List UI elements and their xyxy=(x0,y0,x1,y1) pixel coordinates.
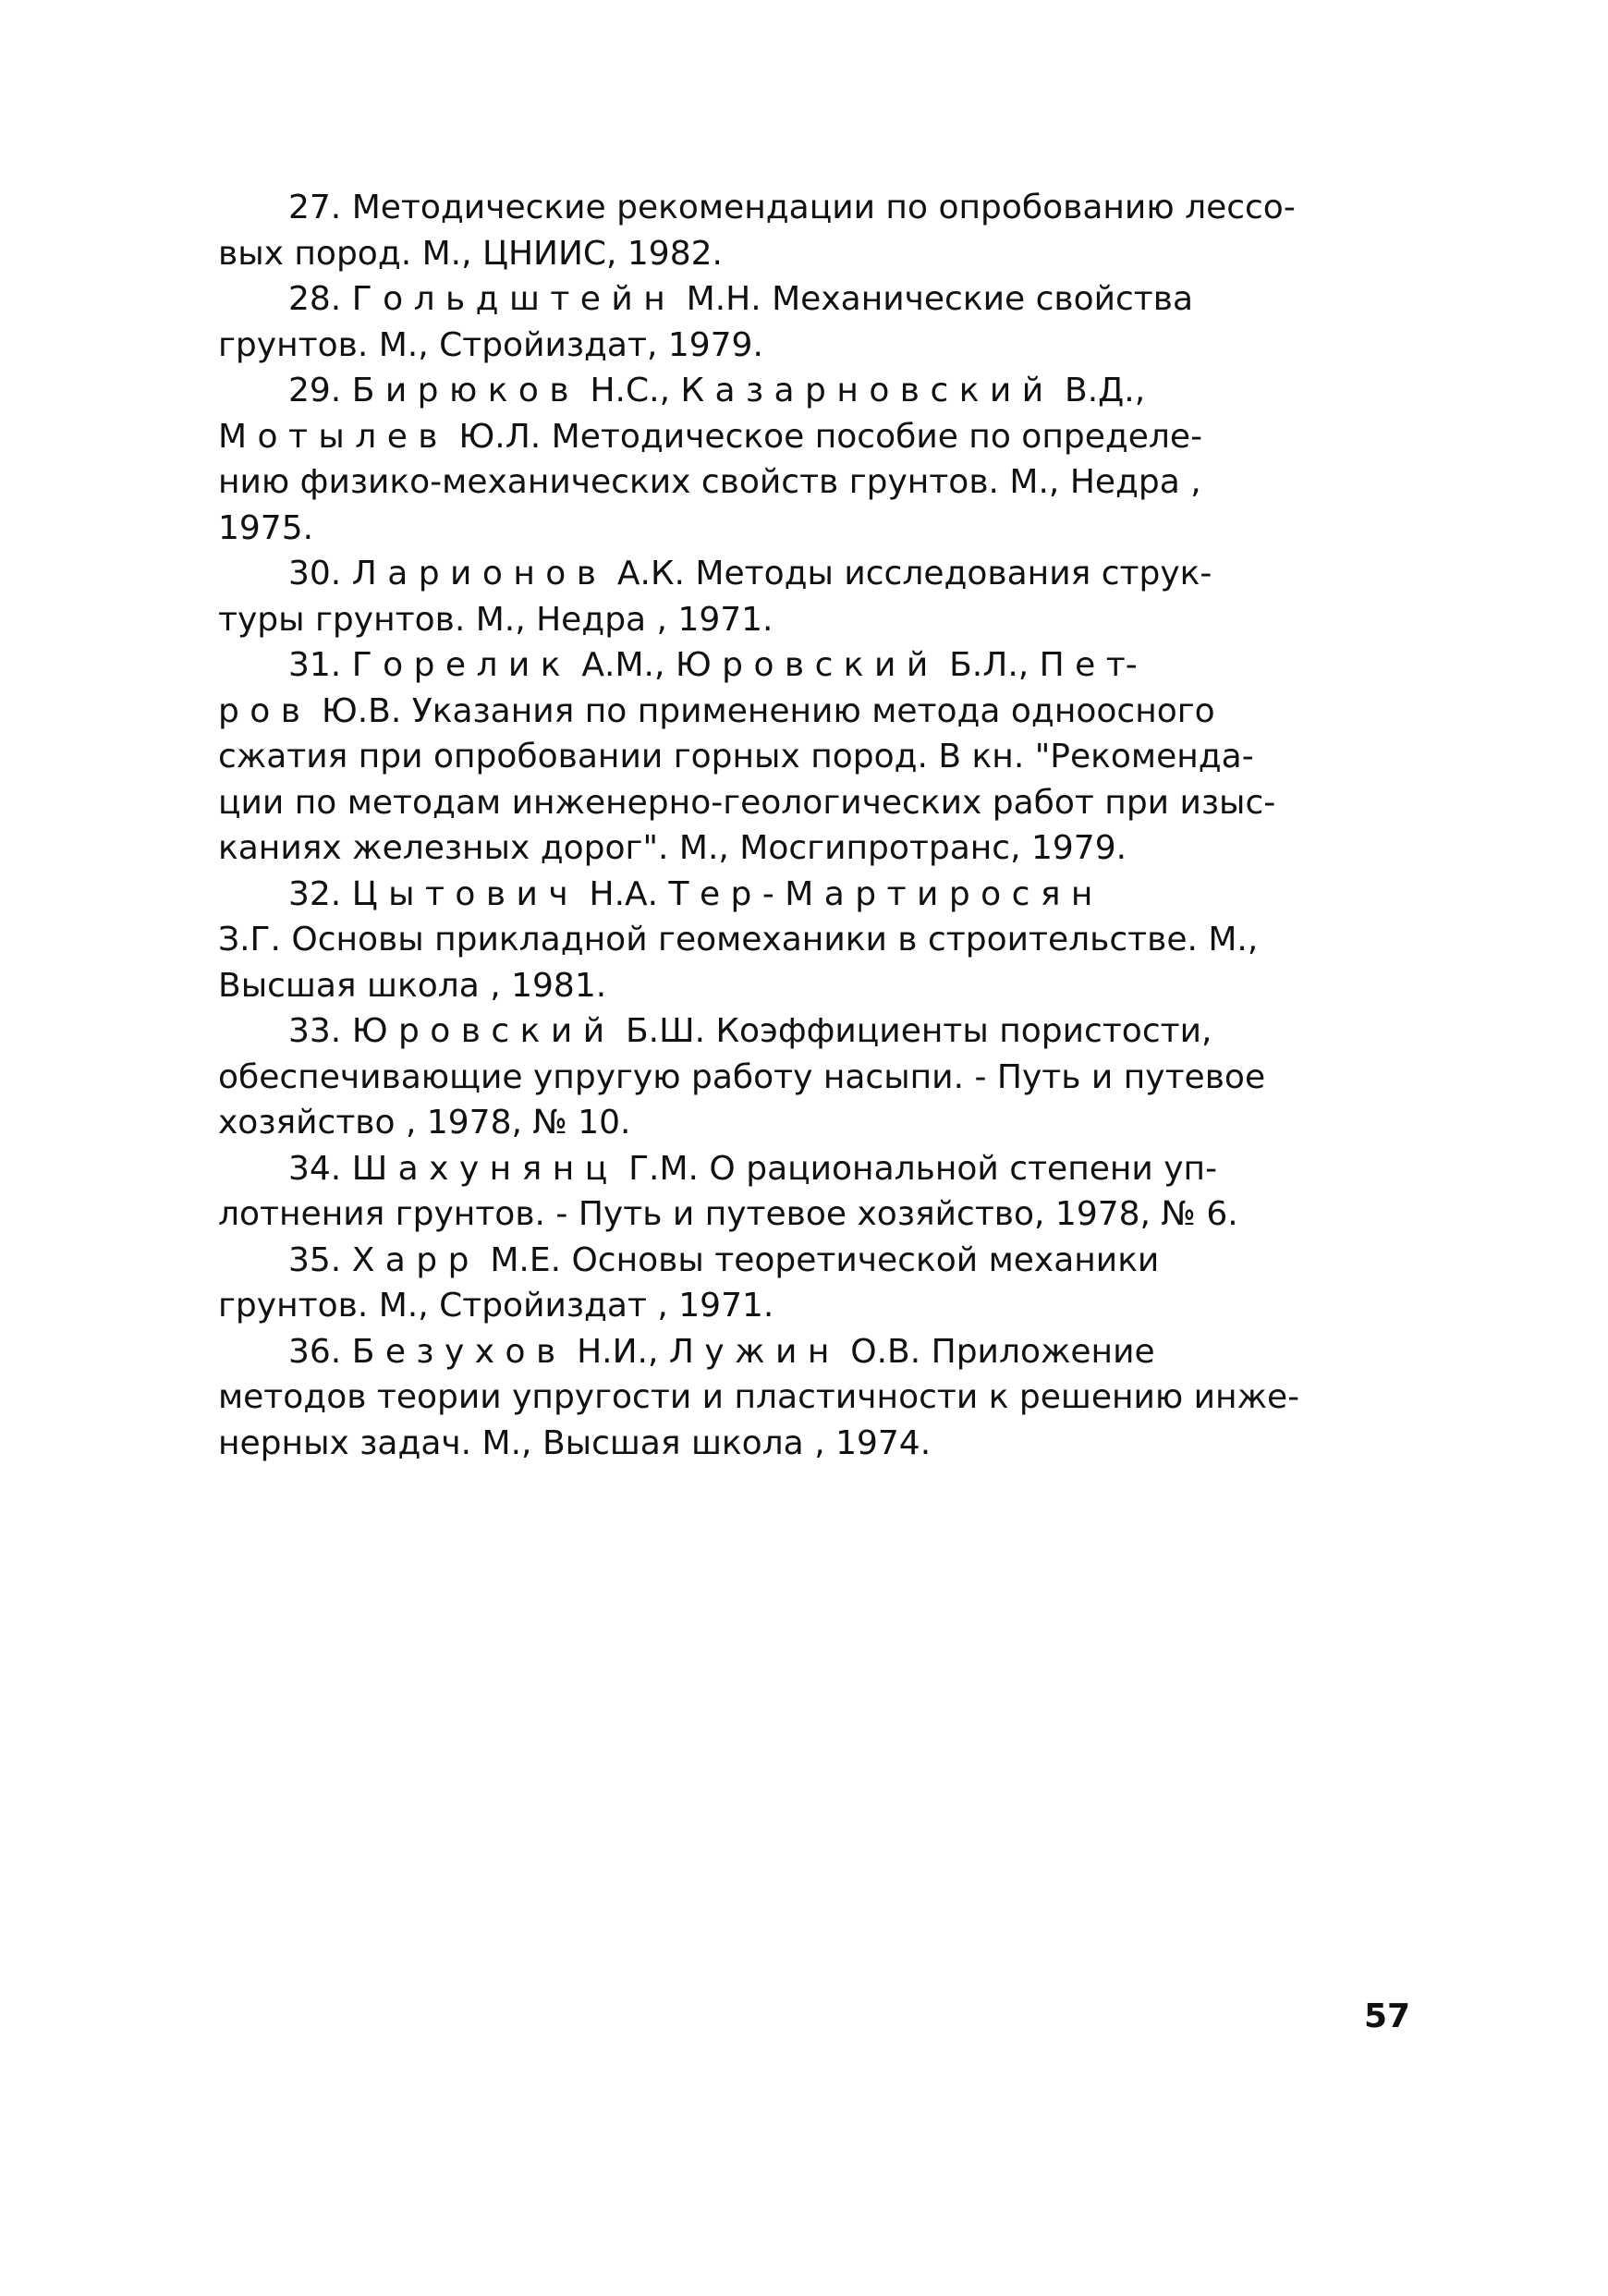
reference-list xyxy=(218,185,1475,1466)
reference-first-line: 33. Ю р о в с к и й Б.Ш. Коэффициенты пористости, xyxy=(288,1012,1212,1050)
reference-line: З.Г. Основы прикладной геомеханики в строительстве. М., xyxy=(218,921,1259,959)
reference-line: методов теории упругости и пластичности к решению инже- xyxy=(218,1378,1300,1416)
reference-line: грунтов. М., Стройиздат , 1971. xyxy=(218,1287,774,1325)
reference-line: нерных задач. М., Высшая школа , 1974. xyxy=(218,1423,932,1462)
reference-line: М о т ы л е в Ю.Л. Методическое пособие по определе- xyxy=(218,417,1203,456)
reference-line: хозяйство , 1978, № 10. xyxy=(218,1104,631,1142)
reference-line: туры грунтов. М., Недра , 1971. xyxy=(218,600,774,639)
reference-line: грунтов. М., Стройиздат, 1979. xyxy=(218,325,763,364)
reference-line: обеспечивающие упругую работу насыпи. - Путь и путевое xyxy=(218,1057,1266,1096)
reference-entry-29 xyxy=(218,368,1475,551)
reference-line: вых пород. М., ЦНИИС, 1982. xyxy=(218,234,723,273)
reference-line: каниях железных дорог". М., Мосгипротранс, 1979. xyxy=(218,829,1127,867)
reference-first-line: 28. Г о л ь д ш т е й н М.Н. Механические свойства xyxy=(288,280,1194,318)
reference-first-line: 35. Х а р р М.Е. Основы теоретической механики xyxy=(288,1240,1160,1279)
reference-entry-27 xyxy=(218,185,1475,276)
reference-line: 1975. xyxy=(218,508,314,547)
page-number: 57 xyxy=(1364,1997,1411,2035)
reference-entry-36 xyxy=(218,1329,1475,1467)
reference-first-line: 27. Методические рекомендации по опробованию лессо- xyxy=(288,189,1296,226)
reference-entry-30 xyxy=(218,551,1475,642)
reference-entry-31 xyxy=(218,642,1475,872)
reference-entry-34 xyxy=(218,1146,1475,1238)
reference-line: лотнения грунтов. - Путь и путевое хозяйство, 1978, № 6. xyxy=(218,1195,1238,1233)
reference-first-line: 30. Л а р и о н о в А.К. Методы исследования струк- xyxy=(288,555,1212,592)
reference-first-line: 34. Ш а х у н я н ц Г.М. О рациональной степени уп- xyxy=(288,1149,1218,1188)
reference-first-line: 32. Ц ы т о в и ч Н.А. Т е р - М а р т и р о с я н xyxy=(288,874,1093,913)
reference-first-line: 31. Г о р е л и к А.М., Ю р о в с к и й Б.Л., П е т- xyxy=(288,646,1138,684)
reference-line: р о в Ю.В. Указания по применению метода одноосного xyxy=(218,691,1215,730)
reference-entry-32 xyxy=(218,872,1475,1009)
reference-entry-33 xyxy=(218,1008,1475,1146)
reference-entry-28 xyxy=(218,276,1475,368)
reference-first-line: 36. Б е з у х о в Н.И., Л у ж и н О.В. Приложение xyxy=(288,1332,1155,1371)
reference-first-line: 29. Б и р ю к о в Н.С., К а з а р н о в с к и й В.Д., xyxy=(288,372,1146,409)
reference-line: Высшая школа , 1981. xyxy=(218,966,607,1005)
reference-line: нию физико-механических свойств грунтов. М., Недра , xyxy=(218,463,1201,501)
reference-line: ции по методам инженерно-геологических работ при изыс- xyxy=(218,783,1276,822)
reference-line: сжатия при опробовании горных пород. В кн. "Рекоменда- xyxy=(218,738,1254,776)
reference-entry-35 xyxy=(218,1238,1475,1329)
